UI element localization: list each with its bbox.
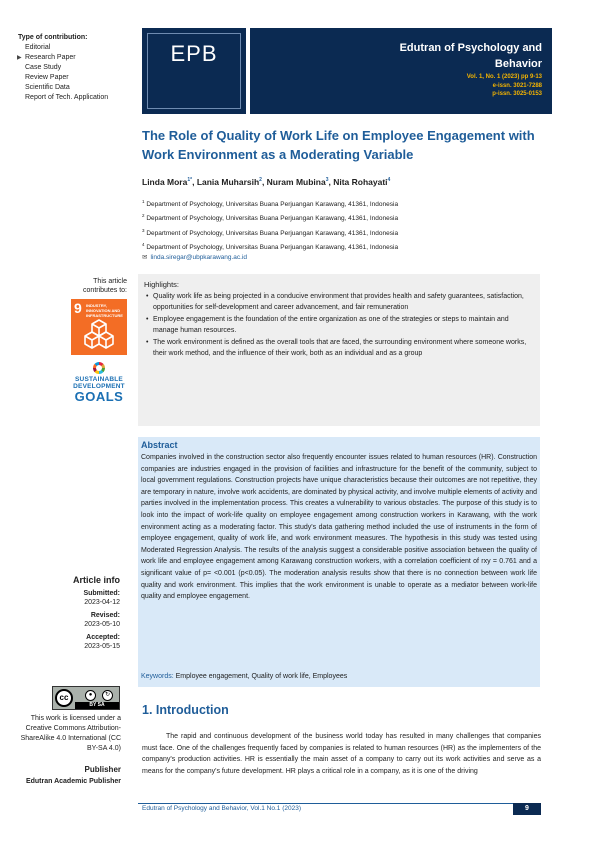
highlights-list — [144, 291, 534, 359]
contribution-item-research-paper: ▶ Research Paper — [18, 53, 136, 63]
submitted-date: 2023-04-12 — [84, 599, 120, 606]
highlights-box — [138, 274, 540, 426]
sdg-contributes-label: This article contributes to: — [83, 278, 127, 294]
affiliation-item — [142, 196, 398, 210]
sdg-goals-line2: DEVELOPMENT — [73, 383, 125, 390]
journal-pissn: p-issn. 3025-0153 — [492, 91, 542, 97]
affiliation-item — [142, 225, 398, 239]
journal-logo-text: EPB — [170, 41, 218, 66]
affiliation-text: Department of Psychology, Universitas Buana Perjuangan Karawang, 41361, Indonesia — [146, 201, 399, 209]
publisher-block — [10, 765, 121, 787]
footer-journal: Edutran of Psychology and Behavior, Vol.1 No.1 (2023) — [142, 805, 301, 812]
highlights-heading: Highlights: — [144, 280, 180, 289]
author-sup: 3 — [325, 177, 329, 184]
author-sup: 4 — [387, 177, 391, 184]
keywords-line — [141, 673, 347, 680]
paper-title: The Role of Quality of Work Life on Employee Engagement with Work Environment as a Moderating Variable — [142, 128, 535, 162]
affiliation-item — [142, 210, 398, 224]
abstract-box — [138, 437, 540, 687]
article-info — [18, 576, 120, 655]
corresponding-email[interactable] — [142, 253, 247, 261]
author-name: Lania Muharsih — [196, 177, 260, 187]
publisher-name: Edutran Academic Publisher — [25, 778, 121, 785]
journal-meta — [467, 73, 542, 99]
highlight-item: • Quality work life as being projected in a conducive environment that provides health and safety guarantees, satisfaction, opportunities for self-development and career advancement, and fair remuneration — [144, 291, 534, 313]
affiliation-sup: 2 — [142, 213, 145, 219]
cc-badge-strip: BY SA — [75, 702, 119, 709]
author-name: Nita Rohayati — [333, 177, 388, 187]
contribution-item-editorial: Editorial — [25, 44, 51, 51]
journal-banner — [250, 28, 552, 114]
highlight-item: • Employee engagement is the foundation of the entire organization as one of the strategies or steps to maintain and manage human resources. — [144, 314, 534, 336]
journal-logo — [142, 28, 246, 114]
journal-volume: Vol. 1, No. 1 (2023) pp 9-13 — [466, 74, 542, 80]
page-number: 9 — [513, 803, 541, 815]
affiliation-sup: 1 — [142, 199, 145, 204]
accepted-date: 2023-05-15 — [84, 643, 120, 650]
email-address[interactable]: linda.siregar@ubpkarawang.ac.id — [150, 254, 248, 261]
author-name: Linda Mora — [142, 177, 188, 187]
cubes-icon — [83, 318, 115, 350]
article-info-heading: Article info — [72, 575, 120, 585]
affiliation-text: Department of Psychology, Universitas Buana Perjuangan Karawang, 41361, Indonesia — [146, 215, 399, 223]
abstract-heading: Abstract — [141, 440, 178, 450]
contribution-item-report: Report of Tech. Application — [25, 94, 109, 101]
introduction-heading: 1. Introduction — [142, 703, 229, 717]
contribution-item-case-study: Case Study — [25, 64, 62, 71]
license-text: This work is licensed under a Creative Commons Attribution-ShareAlike 4.0 International (CC BY-SA 4.0) — [20, 715, 121, 752]
contribution-item-review-paper: Review Paper — [25, 74, 69, 81]
publisher-heading: Publisher — [84, 765, 121, 774]
affiliation-list — [142, 196, 398, 254]
affiliation-sup: 3 — [142, 227, 145, 233]
footer-divider — [138, 803, 540, 804]
journal-name: Edutran of Psychology and Behavior — [399, 42, 542, 70]
contribution-type-title: Type of contribution: — [18, 34, 88, 41]
author-name: Nuram Mubina — [266, 177, 326, 187]
contribution-type-items — [18, 43, 136, 103]
revised-date: 2023-05-10 — [84, 621, 120, 628]
submitted-label: Submitted: — [83, 590, 120, 597]
attribution-icon: ● — [85, 690, 96, 701]
revised-label: Revised: — [90, 612, 120, 619]
journal-eissn: e-issn. 3021-7288 — [492, 82, 542, 89]
sdg-tile-number: 9 — [74, 300, 82, 316]
affiliation-item — [142, 239, 398, 253]
sdg-goals-line3: GOALS — [74, 389, 124, 404]
abstract-text: Companies involved in the construction sector also frequently encounter issues related to human resources (HR). Construction companies are industries engaged in the provision of facilities and infrastructure for the benefit of the community, subject to local government regulations. Construction projects have unique characteristics because their outcomes are not repetitive, they are temporary in nature, involve work accidents, are dominated by physical activity, and involve multiple elements of activity and parties involved in the implementation process. This creates a vulnerability to various obstacles. The purpose of this study is to look into the impact of work-life quality on employee engagement among construction workers in Karawang, with the work environment acting as a moderating factor. This study's data gathering method included the use of instruments in the form of employee engagement, quality of work life, and work environment measures. The hypothesis in this study was tested using Moderated Regression Analysis. The results of the analysis suggest a considerable positive association between the quality of work life and employee engagement among Karawang construction workers, with a correlation coefficient of rxy = 0.761 and a significant value of p= <0.001 (p<0.05). The moderation analysis results show that there is no connection between work life quality and work environment. This implies that the work environment is unable to operate as a mediator between work-life quality and employee engagement. — [141, 454, 537, 601]
author-list: Linda Mora$^{1*}$, Lania Muharsih$^2$, Nuram Mubina$^3$, Nita Rohayati$^4$ — [142, 177, 391, 187]
cc-by-sa-badge[interactable] — [52, 686, 120, 710]
author-sup: 1* — [187, 177, 193, 184]
author-sup: 2 — [259, 177, 262, 184]
sdg-tile-text: INDUSTRY, INNOVATION AND INFRASTRUCTURE — [86, 303, 123, 318]
sharealike-icon: ↻ — [102, 690, 113, 701]
keywords-value: Employee engagement, Quality of work life, Employees — [175, 673, 348, 680]
sdg-goals-line1: SUSTAINABLE — [75, 376, 123, 383]
sdg-9-tile — [71, 299, 127, 355]
affiliation-text: Department of Psychology, Universitas Buana Perjuangan Karawang, 41361, Indonesia — [146, 230, 399, 238]
contribution-item-scientific-data: Scientific Data — [25, 84, 70, 91]
introduction-text: The rapid and continuous development of the business world today has resulted in many challenges that companies must face. One of the challenges frequently faced by companies is related to human resources (HR) as the implementers of the company's production activities. HR is essentially the main asset of a company to carry out its work activities and serve as a means for the company's future development. HR plays a critical role in a company, as it is one of the driving — [142, 733, 541, 775]
accepted-label: Accepted: — [86, 634, 120, 641]
envelope-icon: ✉ — [142, 254, 148, 261]
highlight-item: • The work environment is defined as the overall tools that are faced, the surrounding environment where someone works, their work method, and the influence of their work, both as an individual and as a group — [144, 337, 534, 359]
sdg-goals-logo — [71, 360, 127, 412]
keywords-label: Keywords: — [141, 673, 174, 680]
contribution-type-list — [18, 33, 136, 103]
affiliation-text: Department of Psychology, Universitas Buana Perjuangan Karawang, 41361, Indonesia — [146, 244, 399, 252]
affiliation-sup: 4 — [142, 242, 145, 248]
cc-icon: cc — [55, 689, 73, 707]
sdg-wheel-icon — [93, 362, 105, 374]
